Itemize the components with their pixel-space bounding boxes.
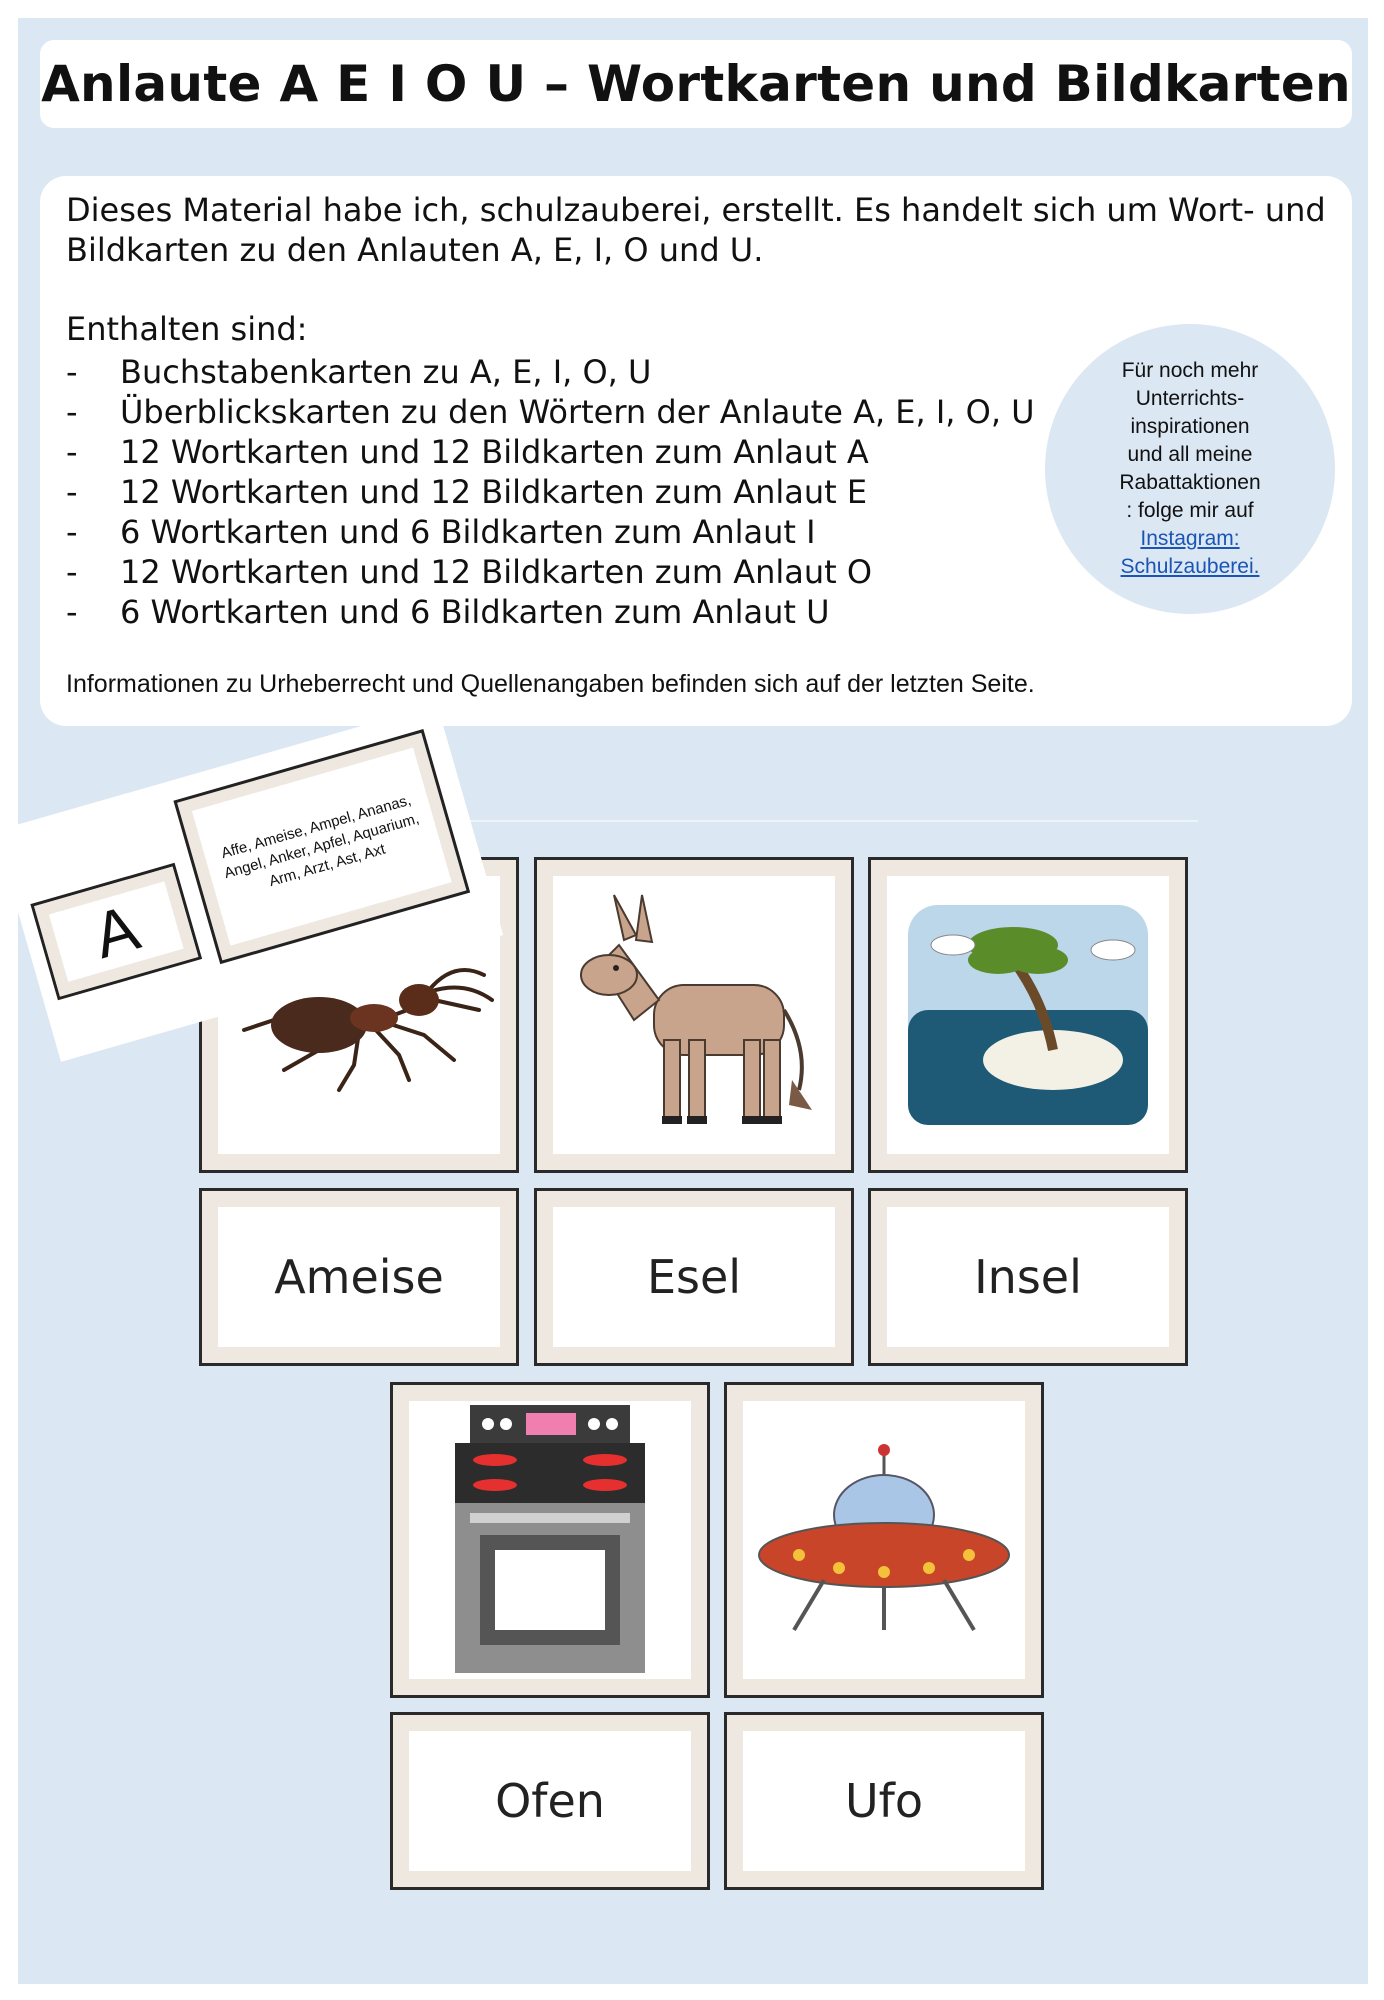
instagram-link[interactable]: Instagram: Schulzauberei.: [1120, 527, 1260, 578]
intro-text: Dieses Material habe ich, schulzauberei, erstellt. Es handelt sich um Wort- und Bildkarten zu den Anlauten A, E, I, O und U.: [66, 191, 1326, 269]
picture-card-donkey: [534, 857, 854, 1173]
word-card: Ofen: [390, 1712, 710, 1890]
instagram-note: Für noch mehr Unterrichts- inspirationen und all meine Rabattaktionen : folge mir auf Instagram: Schulzauberei.: [1045, 324, 1335, 614]
ufo-icon: [754, 1440, 1014, 1640]
list-item: - 6 Wortkarten und 6 Bildkarten zum Anlaut U: [66, 593, 830, 631]
words-overview-card: Affe, Ameise, Ampel, Ananas, Angel, Anker, Apfel, Aquarium, Arm, Arzt, Ast, Axt: [173, 729, 470, 964]
word-card: Ameise: [199, 1188, 519, 1366]
island-icon: [903, 900, 1153, 1130]
info-box: [40, 176, 1352, 726]
picture-card-oven: [390, 1382, 710, 1698]
list-item: - Überblickskarten zu den Wörtern der Anlaute A, E, I, O, U: [66, 393, 1035, 431]
list-item: - 12 Wortkarten und 12 Bildkarten zum Anlaut E: [66, 473, 868, 511]
word-card: Ufo: [724, 1712, 1044, 1890]
contents-heading: Enthalten sind:: [66, 310, 308, 348]
list-item: - 6 Wortkarten und 6 Bildkarten zum Anlaut I: [66, 513, 816, 551]
title-box: [40, 40, 1352, 128]
picture-card-island: [868, 857, 1188, 1173]
list-item: - 12 Wortkarten und 12 Bildkarten zum Anlaut A: [66, 433, 869, 471]
word-card: Esel: [534, 1188, 854, 1366]
oven-icon: [450, 1405, 650, 1675]
donkey-icon: [564, 890, 824, 1140]
copyright-note: Informationen zu Urheberrecht und Quellenangaben befinden sich auf der letzten Seite.: [66, 670, 1035, 698]
list-item: - 12 Wortkarten und 12 Bildkarten zum Anlaut O: [66, 553, 873, 591]
contents-list: [66, 352, 1035, 632]
word-card: Insel: [868, 1188, 1188, 1366]
letter-card: A: [30, 863, 202, 1000]
list-item: - Buchstabenkarten zu A, E, I, O, U: [66, 353, 652, 391]
divider: [390, 820, 1198, 822]
page-title: Anlaute A E I O U – Wortkarten und Bildkarten: [41, 55, 1351, 113]
picture-card-ufo: [724, 1382, 1044, 1698]
